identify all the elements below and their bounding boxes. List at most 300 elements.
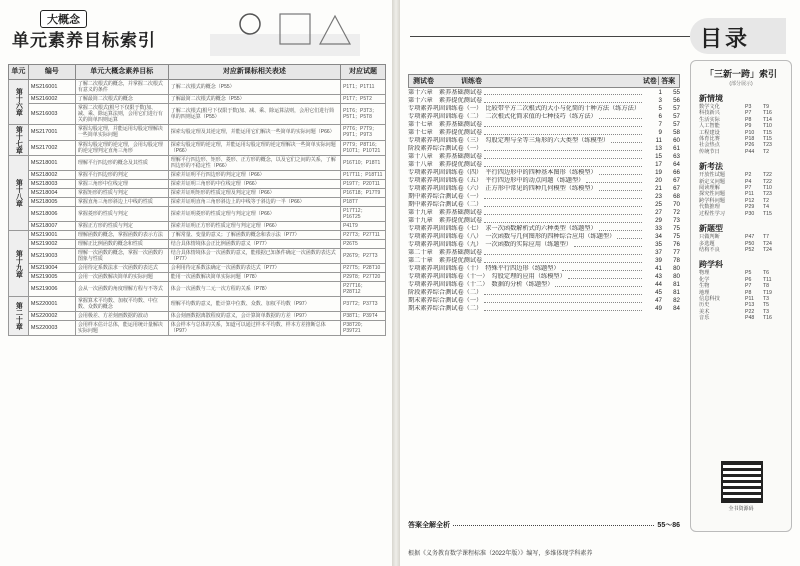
table-row — [9, 207, 386, 222]
toc-answer-page: 76 — [673, 241, 680, 248]
toc-paper-page: 7 — [658, 121, 662, 128]
leader-dots — [568, 274, 642, 279]
toc-entry-title: 期中素养综合测试卷（一） — [408, 193, 483, 200]
code-cell: MS219003 — [28, 249, 75, 264]
code-cell: MS219004 — [28, 264, 75, 273]
toc-answer-page: 60 — [673, 137, 680, 144]
standard-cell: 会利用待定系数法确定一次函数的表达式（P77） — [168, 264, 340, 273]
toc-paper-page: 9 — [658, 129, 662, 136]
toc-answer-page: 84 — [673, 305, 680, 312]
toc-answer-page: 57 — [673, 105, 680, 112]
toc-entry-title: 专项素养巩固训练卷（十一） 勾股定理的应用（练模型） — [408, 273, 566, 280]
leader-dots — [484, 98, 642, 103]
side-item-label: 社会热点 — [699, 142, 720, 149]
toc-entry[interactable] — [408, 217, 680, 224]
table-row — [9, 104, 386, 125]
leader-dots — [555, 282, 642, 287]
toc-answer-page: 80 — [673, 265, 680, 272]
side-item-page: P11 — [745, 295, 754, 302]
table-row — [9, 321, 386, 336]
toc-answer-page: 70 — [673, 201, 680, 208]
goal-cell: 会用样本估计总体，能运用统计量解决实际问题 — [75, 321, 168, 336]
table-row — [9, 171, 386, 180]
toc-answer-page: 81 — [673, 281, 680, 288]
toc-entry[interactable] — [408, 233, 680, 240]
goal-cell: 理解一次函数的概念，掌握一次函数的图象与性质 — [75, 249, 168, 264]
col-standard: 对应新课标相关表述 — [168, 65, 340, 80]
toc-entry-title: 专项素养巩固训练卷（十） 特殊平行四边形（练题型） — [408, 265, 560, 272]
side-item-page: P6 — [745, 276, 752, 283]
questions-cell: P19T7；P20T11 — [341, 180, 386, 189]
goal-cell: 理解正比例函数的概念和性质 — [75, 240, 168, 249]
toc-paper-page: 1 — [658, 89, 662, 96]
objective-index-table — [8, 64, 386, 336]
unit-cell: 第十八章 — [9, 156, 29, 231]
toc-answer-page: 77 — [673, 249, 680, 256]
toc-answer-page: 78 — [673, 257, 680, 264]
toc-answer-page: 82 — [673, 297, 680, 304]
standard-cell: 探索并证明菱形的性质定理与判定定理（P66） — [168, 207, 340, 222]
toc-col-training: 训练卷 — [461, 78, 482, 85]
goal-cell: 会用待定系数法求一次函数的表达式 — [75, 264, 168, 273]
side-item-question: T8 — [763, 283, 770, 290]
standard-cell: 探索并证明平行四边形的判定定理（P66） — [168, 171, 340, 180]
side-item-page: P13 — [745, 302, 755, 309]
table-row — [9, 273, 386, 282]
side-item-label: 只做判断 — [699, 234, 720, 241]
standard-cell: 体会刻画数据离散程度的意义，会计算简单数据的方差（P97） — [168, 312, 340, 321]
toc-answer-page: 55 — [673, 89, 680, 96]
toc-entry[interactable] — [408, 185, 680, 192]
side-sections — [691, 93, 791, 322]
side-section-title: 新题型 — [699, 224, 723, 234]
side-item-page: P22 — [745, 308, 755, 315]
questions-cell: P29T8；P27T20 — [341, 273, 386, 282]
side-item-question: T14 — [763, 116, 772, 123]
toc-entry-title: 专项素养巩固训练卷（六） 正方形中常见的四种几何模型（练模型） — [408, 185, 597, 192]
toc-entry-title: 第二十章 素养基础测试卷 — [408, 249, 483, 256]
toc-entry[interactable] — [408, 297, 680, 304]
code-cell: MS220002 — [28, 312, 75, 321]
toc-paper-page: 45 — [655, 289, 662, 296]
table-row — [9, 156, 386, 171]
toc-entry[interactable] — [408, 113, 680, 120]
questions-cell: P38T20；P39T21 — [341, 321, 386, 336]
table-row — [9, 297, 386, 312]
side-item-question: T22 — [763, 172, 772, 179]
table-row — [9, 222, 386, 231]
right-page — [400, 0, 800, 566]
leader-dots — [484, 306, 642, 311]
code-cell: MS219005 — [28, 273, 75, 282]
side-item-question: T11 — [763, 276, 772, 283]
toc-paper-page: 29 — [655, 217, 662, 224]
side-item-question: T9 — [763, 104, 770, 110]
toc-entry-title: 第十七章 素养提优测试卷 — [408, 129, 483, 136]
leader-dots — [586, 178, 642, 183]
side-item-label: 地理 — [699, 289, 710, 296]
side-item-page: P30 — [745, 210, 755, 217]
toc-entry[interactable] — [408, 265, 680, 272]
toc-paper-page: 23 — [655, 193, 662, 200]
side-index-item — [691, 247, 791, 253]
toc-entry-title: 期中素养综合测试卷（二） — [408, 201, 483, 208]
code-cell: MS217001 — [28, 125, 75, 141]
side-item-question: T2 — [763, 148, 770, 155]
standard-cell: 能用一次函数解决简单实际问题（P78） — [168, 273, 340, 282]
toc-entry-title: 阶段素养综合测试卷（二） — [408, 289, 483, 296]
side-item-label: 工程建设 — [699, 129, 720, 136]
side-item-label: 结构不良 — [699, 246, 720, 253]
toc-paper-page: 21 — [655, 185, 662, 192]
toc-header-row — [408, 74, 680, 88]
qr-label: 全书资源码 — [728, 506, 754, 512]
table-row — [9, 249, 386, 264]
table-row — [9, 282, 386, 297]
side-item-label: 传统节日 — [699, 148, 720, 155]
toc-paper-page: 34 — [655, 233, 662, 240]
toc-title: 目录 — [700, 26, 751, 51]
goal-cell: 掌握勾股定理的逆定理，会用勾股定理的逆定理判定直角三角形 — [75, 140, 168, 156]
side-item-label: 信息科技 — [699, 295, 720, 302]
code-cell: MS218003 — [28, 180, 75, 189]
toc-col-answer: 答案 — [661, 78, 676, 85]
toc-entry-title: 专项素养巩固训练卷（十二） 数据的分析（练题型） — [408, 281, 554, 288]
side-item-page: P7 — [745, 185, 752, 192]
side-item-page: P29 — [745, 204, 755, 211]
goal-cell: 掌握矩形的性质与判定 — [75, 189, 168, 198]
leader-dots — [599, 186, 642, 191]
side-item-page: P9 — [745, 123, 752, 130]
goal-cell: 掌握平行四边形的判定 — [75, 171, 168, 180]
toc-entry[interactable] — [408, 145, 680, 152]
unit-cell: 第十六章 — [9, 80, 29, 125]
questions-cell: P27T5；P28T10 — [341, 264, 386, 273]
toc-paper-page: 25 — [655, 201, 662, 208]
side-item-label: 历史 — [699, 302, 710, 309]
toc-paper-page: 43 — [655, 273, 662, 280]
answer-label: 答案全解全析 — [408, 522, 450, 529]
questions-cell: P27T16；P28T12 — [341, 282, 386, 297]
leader-dots — [611, 138, 642, 143]
toc-entry[interactable] — [408, 289, 680, 296]
leader-dots — [484, 250, 642, 255]
questions-cell: P17T12；P16T25 — [341, 207, 386, 222]
side-item-question: T5 — [763, 302, 770, 309]
side-item-question: T6 — [763, 270, 770, 277]
toc-entry[interactable] — [408, 105, 680, 112]
side-item-question: T10 — [763, 185, 772, 192]
goal-cell: 掌握正方形的性质与判定 — [75, 222, 168, 231]
side-item-label: 音乐 — [699, 315, 710, 322]
unit-cell: 第十九章 — [9, 231, 29, 297]
leader-dots — [484, 130, 642, 135]
toc-entry[interactable] — [408, 305, 680, 312]
toc-entry[interactable] — [408, 193, 680, 200]
goal-cell: 了解最简二次根式的概念 — [75, 95, 168, 104]
toc-answer-page: 66 — [673, 169, 680, 176]
standard-cell: 体会样本与总体的关系，知道可以通过样本平均数、样本方差推断总体（P97） — [168, 321, 340, 336]
goal-cell: 理解平行四边形的概念及其性质 — [75, 156, 168, 171]
unit-cell: 第二十章 — [9, 297, 29, 336]
side-item-page: P8 — [745, 116, 752, 123]
toc-paper-page: 13 — [655, 145, 662, 152]
toc-paper-page: 33 — [655, 225, 662, 232]
questions-cell: P18T7 — [341, 198, 386, 207]
toc-answer-page: 67 — [673, 177, 680, 184]
toc-entry[interactable] — [408, 241, 680, 248]
side-item-question: T22 — [763, 178, 772, 185]
code-cell: MS219006 — [28, 282, 75, 297]
left-page — [0, 0, 392, 566]
code-cell: MS216002 — [28, 95, 75, 104]
goal-cell: 理解函数的概念，掌握函数的表示方法 — [75, 231, 168, 240]
toc-col-pages: 试卷│答案 — [642, 78, 676, 85]
table-row — [9, 189, 386, 198]
toc-answer-page: 75 — [673, 225, 680, 232]
side-item-question: T4 — [763, 204, 770, 211]
code-cell: MS220001 — [28, 297, 75, 312]
code-cell: MS218005 — [28, 198, 75, 207]
toc-paper-page: 5 — [658, 105, 662, 112]
toc-entry[interactable] — [408, 249, 680, 256]
standard-cell: 理解平均数的意义，能计算中位数、众数、加权平均数（P97） — [168, 297, 340, 312]
side-item-label: 多选题 — [699, 240, 715, 247]
index-title: 单元素养目标索引 — [12, 31, 156, 50]
side-item-label: 生物 — [699, 283, 710, 290]
side-item-label: 数学文化 — [699, 104, 720, 110]
standard-cell: 探索并证明正方形的性质定理与判定定理（P66） — [168, 222, 340, 231]
side-item-label: 探究性问题 — [699, 191, 725, 198]
side-item-label: 体育比赛 — [699, 136, 720, 143]
answer-entry[interactable] — [408, 520, 680, 530]
side-item-question: T23 — [763, 142, 772, 149]
toc-entry[interactable] — [408, 201, 680, 208]
side-item-question: T7 — [763, 234, 770, 241]
code-cell: MS218006 — [28, 207, 75, 222]
side-item-page: P12 — [745, 197, 755, 204]
toc-entry[interactable] — [408, 225, 680, 232]
toc-paper-page: 3 — [658, 97, 662, 104]
toc-entry[interactable] — [408, 89, 680, 96]
leader-dots — [484, 146, 642, 151]
leader-dots — [484, 162, 642, 167]
toc-entry-title: 第十九章 素养提优测试卷 — [408, 217, 483, 224]
toc-entry-title: 第十九章 素养基础测试卷 — [408, 209, 483, 216]
table-row — [9, 264, 386, 273]
questions-cell: P1T7；P5T2 — [341, 95, 386, 104]
toc-entry-title: 第二十章 素养提优测试卷 — [408, 257, 483, 264]
toc-entry[interactable] — [408, 161, 680, 168]
questions-cell: P1T6；P3T3；P5T1；P5T8 — [341, 104, 386, 125]
code-cell: MS220003 — [28, 321, 75, 336]
side-section-title: 新考法 — [699, 162, 723, 172]
questions-cell: P17T11；P18T11 — [341, 171, 386, 180]
side-item-label: 人工智能 — [699, 123, 720, 130]
toc-header-tab — [690, 18, 786, 54]
toc-entry[interactable] — [408, 281, 680, 288]
side-item-page: P48 — [745, 315, 755, 322]
side-item-question: T2 — [763, 197, 770, 204]
questions-cell: P26T9；P27T3 — [341, 249, 386, 264]
toc-answer-page: 81 — [673, 289, 680, 296]
goal-cell: 掌握勾股定理，并能运用勾股定理解决一些简单实际问题 — [75, 125, 168, 141]
side-item-question: T15 — [763, 136, 772, 143]
side-item-label: 过程性学习 — [699, 210, 725, 217]
goal-cell: 掌握二次根式(根号下仅限于数)加、减、乘、除运算法则，会用它们进行有关的简单四则运算 — [75, 104, 168, 125]
toc-answer-page: 57 — [673, 121, 680, 128]
toc-entry-title: 专项素养巩固训练卷（七） 求一次函数解析式的六种类型（练题型） — [408, 225, 597, 232]
toc-entry[interactable] — [408, 257, 680, 264]
toc-entry[interactable] — [408, 209, 680, 216]
side-item-page: P10 — [745, 129, 755, 136]
goal-cell: 掌握直角三角形斜边上中线的性质 — [75, 198, 168, 207]
toc-entry-title: 阶段素养综合测试卷（一） — [408, 145, 483, 152]
side-item-page: P44 — [745, 148, 755, 155]
leader-dots — [484, 290, 642, 295]
goal-cell: 掌握算术平均数、加权平均数、中位数、众数的概念 — [75, 297, 168, 312]
questions-cell: P16T10；P18T1 — [341, 156, 386, 171]
leader-dots — [453, 520, 654, 526]
toc-entry[interactable] — [408, 177, 680, 184]
table-row — [9, 125, 386, 141]
questions-cell: P26T5 — [341, 240, 386, 249]
toc-entry-title: 期末素养综合测试卷（一） — [408, 297, 483, 304]
toc-answer-page: 73 — [673, 217, 680, 224]
toc-paper-page: 44 — [655, 281, 662, 288]
toc-paper-page: 15 — [655, 153, 662, 160]
questions-cell: P41T9 — [341, 222, 386, 231]
toc-answer-page: 63 — [673, 153, 680, 160]
side-item-question: T3 — [763, 308, 770, 315]
toc-answer-page: 64 — [673, 161, 680, 168]
toc-entry-title: 专项素养巩固训练卷（三） 勾股定理与全等三角形的六大类型（练模型） — [408, 137, 610, 144]
toc-col-test: 测试卷 — [413, 78, 434, 85]
standard-cell: 结合具体情境体会正比例函数的意义（P77） — [168, 240, 340, 249]
goal-cell: 会从一次函数的角度理解方程与不等式 — [75, 282, 168, 297]
toc-paper-page: 27 — [655, 209, 662, 216]
big-concept-badge: 大概念 — [40, 10, 87, 28]
toc-answer-page: 68 — [673, 193, 680, 200]
toc-entry-title: 专项素养巩固训练卷（二） 二次根式化简求值的七种技巧（练方法） — [408, 113, 597, 120]
qr-code[interactable] — [721, 461, 763, 503]
toc-paper-page: 47 — [655, 297, 662, 304]
toc-entry[interactable] — [408, 121, 680, 128]
standard-cell: 结合具体情境体会一次函数的意义，能根据已知条件确定一次函数的表达式（P77） — [168, 249, 340, 264]
leader-dots — [562, 266, 642, 271]
toc-answer-page: 56 — [673, 97, 680, 104]
side-title: 「三新一跨」索引 — [704, 69, 777, 79]
standard-cell: 探索并证明直角三角形斜边上的中线等于斜边的一半（P66） — [168, 198, 340, 207]
standard-cell: 了解二次根式的概念（P55） — [168, 80, 340, 95]
questions-cell: P7T9；P8T16；P10T1；P10T21 — [341, 140, 386, 156]
side-item-question: T16 — [763, 315, 772, 322]
side-item-page: P7 — [745, 110, 752, 117]
code-cell: MS218004 — [28, 189, 75, 198]
side-index-item — [691, 315, 791, 321]
toc-paper-page: 20 — [655, 177, 662, 184]
side-item-page: P4 — [745, 178, 752, 185]
side-item-label: 跨学科问题 — [699, 197, 725, 204]
side-index-item — [691, 211, 791, 217]
table-of-contents — [408, 74, 680, 312]
toc-entry[interactable] — [408, 137, 680, 144]
toc-answer-page: 75 — [673, 233, 680, 240]
toc-answer-page: 72 — [673, 209, 680, 216]
code-cell: MS219001 — [28, 231, 75, 240]
book-gutter — [392, 0, 400, 566]
standard-cell: 探索勾股定理及其逆定理，并能运用它们解决一些简单的实际问题（P66） — [168, 125, 340, 141]
questions-cell: P27T3；P27T11 — [341, 231, 386, 240]
answer-pages: 55～86 — [657, 522, 680, 529]
faint-bleedthrough — [510, 10, 680, 34]
side-item-question: T16 — [763, 110, 772, 117]
side-item-page: P52 — [745, 246, 755, 253]
toc-entry-title: 专项素养巩固训练卷（八） 一次函数与几何图形的四种综合应用（练题型） — [408, 233, 616, 240]
toc-answer-page: 61 — [673, 145, 680, 152]
leader-dots — [484, 298, 642, 303]
unit-cell: 第十七章 — [9, 125, 29, 156]
toc-entry-title: 专项素养巩固训练卷（一） 比较带平方二次根式的大小与化简的十种方法（练方法） — [408, 105, 640, 112]
side-item-question: T10 — [763, 123, 772, 130]
leader-dots — [484, 210, 642, 215]
side-item-label: 物理 — [699, 270, 710, 277]
toc-paper-page: 35 — [655, 241, 662, 248]
toc-entry[interactable] — [408, 97, 680, 104]
goal-cell: 掌握三角形中位线定理 — [75, 180, 168, 189]
code-cell: MS218001 — [28, 156, 75, 171]
side-item-page: P50 — [745, 240, 755, 247]
toc-entry-title: 专项素养巩固训练卷（九） 一次函数的实际应用（练题型） — [408, 241, 572, 248]
toc-entry-title: 第十八章 素养基础测试卷 — [408, 153, 483, 160]
three-new-index-panel — [690, 60, 792, 532]
leader-dots — [484, 154, 642, 159]
toc-entry-title: 专项素养巩固训练卷（四） 平行四边形中的四种基本图形（练模型） — [408, 169, 597, 176]
toc-entry-title: 第十七章 素养基础测试卷 — [408, 121, 483, 128]
code-cell: MS218007 — [28, 222, 75, 231]
toc-paper-page: 41 — [655, 265, 662, 272]
side-item-question: T19 — [763, 289, 772, 296]
goal-cell: 会用极差、方差刻画数据的波动 — [75, 312, 168, 321]
side-item-question: T24 — [763, 246, 772, 253]
toc-answer-page: 80 — [673, 273, 680, 280]
leader-dots — [484, 90, 642, 95]
side-item-page: P7 — [745, 283, 752, 290]
side-item-label: 代数推理 — [699, 204, 720, 211]
table-row — [9, 312, 386, 321]
toc-paper-page: 11 — [655, 137, 662, 144]
standard-cell: 了解常量、变量的意义；了解函数的概念和表示法（P77） — [168, 231, 340, 240]
side-item-page: P5 — [745, 270, 752, 277]
side-item-question: T23 — [763, 191, 772, 198]
toc-entry[interactable] — [408, 273, 680, 280]
leader-dots — [599, 114, 642, 119]
leader-dots — [574, 242, 642, 247]
side-item-page: P26 — [745, 142, 755, 149]
toc-entry[interactable] — [408, 169, 680, 176]
toc-entry[interactable] — [408, 129, 680, 136]
questions-cell: P16T18；P17T9 — [341, 189, 386, 198]
goal-cell: 掌握菱形的性质与判定 — [75, 207, 168, 222]
side-subtitle: (部分展示) — [729, 81, 753, 87]
table-row — [9, 80, 386, 95]
toc-entry[interactable] — [408, 153, 680, 160]
table-row — [9, 240, 386, 249]
toc-paper-page: 6 — [658, 113, 662, 120]
standard-cell: 探索勾股定理的逆定理，并能运用勾股定理的逆定理解决一些简单实际问题（P66） — [168, 140, 340, 156]
side-item-question: T15 — [763, 210, 772, 217]
toc-entry-title: 第十六章 素养基础测试卷 — [408, 89, 483, 96]
